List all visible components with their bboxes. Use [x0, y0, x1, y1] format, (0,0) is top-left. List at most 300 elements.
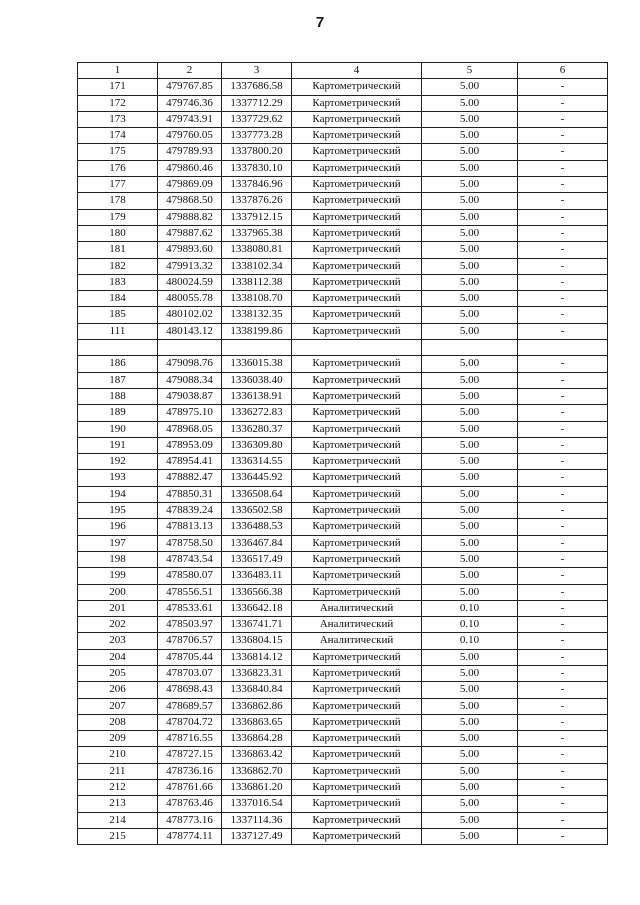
- table-row: [78, 503, 608, 519]
- accuracy-cell: 5.00: [422, 193, 518, 209]
- method-cell: Картометрический: [292, 291, 422, 307]
- y-coordinate-cell: 1336840.84: [222, 682, 292, 698]
- table-row: [78, 274, 608, 290]
- x-coordinate-cell: 478743.54: [158, 551, 222, 567]
- point-number-cell: 214: [78, 812, 158, 828]
- y-coordinate-cell: 1336467.84: [222, 535, 292, 551]
- note-cell: -: [518, 617, 608, 633]
- method-cell: Картометрический: [292, 405, 422, 421]
- method-cell: Картометрический: [292, 747, 422, 763]
- accuracy-cell: 5.00: [422, 372, 518, 388]
- point-number-cell: 192: [78, 454, 158, 470]
- accuracy-cell: 5.00: [422, 405, 518, 421]
- accuracy-cell: 5.00: [422, 177, 518, 193]
- accuracy-cell: 5.00: [422, 486, 518, 502]
- x-coordinate-cell: 478773.16: [158, 812, 222, 828]
- table-row: [78, 486, 608, 502]
- note-cell: -: [518, 437, 608, 453]
- note-cell: -: [518, 209, 608, 225]
- note-cell: -: [518, 372, 608, 388]
- y-coordinate-cell: 1336445.92: [222, 470, 292, 486]
- table-row: [78, 796, 608, 812]
- method-cell: Картометрический: [292, 731, 422, 747]
- table-row: [78, 649, 608, 665]
- note-cell: -: [518, 388, 608, 404]
- method-cell: Картометрический: [292, 323, 422, 339]
- column-header: 2: [158, 63, 222, 79]
- method-cell: Картометрический: [292, 780, 422, 796]
- point-number-cell: 184: [78, 291, 158, 307]
- point-number-cell: 174: [78, 128, 158, 144]
- x-coordinate-cell: 479038.87: [158, 388, 222, 404]
- method-cell: Картометрический: [292, 421, 422, 437]
- table-row: [78, 160, 608, 176]
- y-coordinate-cell: 1336566.38: [222, 584, 292, 600]
- accuracy-cell: 5.00: [422, 649, 518, 665]
- x-coordinate-cell: 478533.61: [158, 600, 222, 616]
- x-coordinate-cell: 479868.50: [158, 193, 222, 209]
- x-coordinate-cell: 478706.57: [158, 633, 222, 649]
- y-coordinate-cell: 1336015.38: [222, 356, 292, 372]
- table-row: [78, 665, 608, 681]
- table-row: [78, 209, 608, 225]
- accuracy-cell: 5.00: [422, 144, 518, 160]
- y-coordinate-cell: 1337830.10: [222, 160, 292, 176]
- method-cell: Аналитический: [292, 617, 422, 633]
- x-coordinate-cell: [158, 340, 222, 356]
- method-cell: Картометрический: [292, 225, 422, 241]
- column-header: 1: [78, 63, 158, 79]
- point-number-cell: 190: [78, 421, 158, 437]
- point-number-cell: 209: [78, 731, 158, 747]
- table-row: [78, 568, 608, 584]
- note-cell: -: [518, 242, 608, 258]
- method-cell: Картометрический: [292, 519, 422, 535]
- x-coordinate-cell: 478705.44: [158, 649, 222, 665]
- point-number-cell: 176: [78, 160, 158, 176]
- x-coordinate-cell: 479893.60: [158, 242, 222, 258]
- note-cell: -: [518, 682, 608, 698]
- point-number-cell: [78, 340, 158, 356]
- point-number-cell: 215: [78, 828, 158, 844]
- y-coordinate-cell: 1336823.31: [222, 665, 292, 681]
- table-row: [78, 340, 608, 356]
- note-cell: -: [518, 307, 608, 323]
- table-row: [78, 828, 608, 844]
- y-coordinate-cell: 1336863.42: [222, 747, 292, 763]
- accuracy-cell: 5.00: [422, 160, 518, 176]
- table-row: [78, 780, 608, 796]
- accuracy-cell: 5.00: [422, 780, 518, 796]
- y-coordinate-cell: 1336314.55: [222, 454, 292, 470]
- accuracy-cell: 5.00: [422, 274, 518, 290]
- point-number-cell: 189: [78, 405, 158, 421]
- column-header: 6: [518, 63, 608, 79]
- table-row: [78, 193, 608, 209]
- y-coordinate-cell: 1337965.38: [222, 225, 292, 241]
- note-cell: -: [518, 633, 608, 649]
- table-row: [78, 470, 608, 486]
- accuracy-cell: 5.00: [422, 79, 518, 95]
- table-row: [78, 812, 608, 828]
- table-row: [78, 323, 608, 339]
- x-coordinate-cell: 478689.57: [158, 698, 222, 714]
- point-number-cell: 172: [78, 95, 158, 111]
- method-cell: Картометрический: [292, 763, 422, 779]
- accuracy-cell: 5.00: [422, 258, 518, 274]
- accuracy-cell: 5.00: [422, 225, 518, 241]
- table-row: [78, 144, 608, 160]
- table-row: [78, 535, 608, 551]
- note-cell: -: [518, 258, 608, 274]
- method-cell: Картометрический: [292, 95, 422, 111]
- accuracy-cell: 5.00: [422, 568, 518, 584]
- y-coordinate-cell: 1337773.28: [222, 128, 292, 144]
- y-coordinate-cell: 1336862.86: [222, 698, 292, 714]
- method-cell: [292, 340, 422, 356]
- method-cell: Картометрический: [292, 551, 422, 567]
- table-row: [78, 356, 608, 372]
- accuracy-cell: 5.00: [422, 698, 518, 714]
- table-row: [78, 405, 608, 421]
- method-cell: Картометрический: [292, 144, 422, 160]
- method-cell: Картометрический: [292, 258, 422, 274]
- method-cell: Картометрический: [292, 242, 422, 258]
- x-coordinate-cell: 478954.41: [158, 454, 222, 470]
- method-cell: Картометрический: [292, 486, 422, 502]
- accuracy-cell: 5.00: [422, 291, 518, 307]
- y-coordinate-cell: 1336138.91: [222, 388, 292, 404]
- x-coordinate-cell: 479088.34: [158, 372, 222, 388]
- note-cell: -: [518, 828, 608, 844]
- note-cell: -: [518, 421, 608, 437]
- accuracy-cell: 5.00: [422, 437, 518, 453]
- accuracy-cell: 5.00: [422, 763, 518, 779]
- accuracy-cell: 5.00: [422, 519, 518, 535]
- x-coordinate-cell: 478850.31: [158, 486, 222, 502]
- accuracy-cell: [422, 340, 518, 356]
- table-row: [78, 242, 608, 258]
- method-cell: Картометрический: [292, 111, 422, 127]
- point-number-cell: 182: [78, 258, 158, 274]
- note-cell: -: [518, 79, 608, 95]
- point-number-cell: 212: [78, 780, 158, 796]
- x-coordinate-cell: 480055.78: [158, 291, 222, 307]
- note-cell: -: [518, 747, 608, 763]
- accuracy-cell: 5.00: [422, 421, 518, 437]
- point-number-cell: 183: [78, 274, 158, 290]
- method-cell: Картометрический: [292, 274, 422, 290]
- column-header: 5: [422, 63, 518, 79]
- accuracy-cell: 5.00: [422, 551, 518, 567]
- note-cell: -: [518, 111, 608, 127]
- y-coordinate-cell: 1338108.70: [222, 291, 292, 307]
- note-cell: -: [518, 225, 608, 241]
- y-coordinate-cell: 1337712.29: [222, 95, 292, 111]
- method-cell: Аналитический: [292, 600, 422, 616]
- table-row: [78, 519, 608, 535]
- x-coordinate-cell: 479887.62: [158, 225, 222, 241]
- method-cell: Картометрический: [292, 682, 422, 698]
- accuracy-cell: 5.00: [422, 796, 518, 812]
- y-coordinate-cell: 1336814.12: [222, 649, 292, 665]
- method-cell: Картометрический: [292, 193, 422, 209]
- x-coordinate-cell: 478953.09: [158, 437, 222, 453]
- point-number-cell: 207: [78, 698, 158, 714]
- y-coordinate-cell: 1336280.37: [222, 421, 292, 437]
- x-coordinate-cell: 478580.07: [158, 568, 222, 584]
- point-number-cell: 213: [78, 796, 158, 812]
- accuracy-cell: 0.10: [422, 600, 518, 616]
- y-coordinate-cell: 1336804.15: [222, 633, 292, 649]
- table-header-row: [78, 63, 608, 79]
- method-cell: Картометрический: [292, 568, 422, 584]
- x-coordinate-cell: 478968.05: [158, 421, 222, 437]
- y-coordinate-cell: 1336861.20: [222, 780, 292, 796]
- table-row: [78, 600, 608, 616]
- y-coordinate-cell: 1337846.96: [222, 177, 292, 193]
- note-cell: -: [518, 486, 608, 502]
- x-coordinate-cell: 479913.32: [158, 258, 222, 274]
- table-row: [78, 177, 608, 193]
- accuracy-cell: 5.00: [422, 242, 518, 258]
- table-row: [78, 584, 608, 600]
- table-row: [78, 633, 608, 649]
- y-coordinate-cell: 1336272.83: [222, 405, 292, 421]
- y-coordinate-cell: 1336741.71: [222, 617, 292, 633]
- accuracy-cell: 5.00: [422, 812, 518, 828]
- y-coordinate-cell: 1336862.70: [222, 763, 292, 779]
- method-cell: Картометрический: [292, 372, 422, 388]
- table-body: [78, 79, 608, 845]
- note-cell: -: [518, 160, 608, 176]
- method-cell: Картометрический: [292, 698, 422, 714]
- point-number-cell: 188: [78, 388, 158, 404]
- point-number-cell: 200: [78, 584, 158, 600]
- method-cell: Картометрический: [292, 128, 422, 144]
- method-cell: Картометрический: [292, 796, 422, 812]
- method-cell: Картометрический: [292, 437, 422, 453]
- table-row: [78, 551, 608, 567]
- point-number-cell: 187: [78, 372, 158, 388]
- accuracy-cell: 5.00: [422, 388, 518, 404]
- table-row: [78, 225, 608, 241]
- x-coordinate-cell: 478703.07: [158, 665, 222, 681]
- method-cell: Картометрический: [292, 177, 422, 193]
- note-cell: -: [518, 95, 608, 111]
- y-coordinate-cell: 1336502.58: [222, 503, 292, 519]
- point-number-cell: 181: [78, 242, 158, 258]
- accuracy-cell: 5.00: [422, 470, 518, 486]
- method-cell: Картометрический: [292, 665, 422, 681]
- point-number-cell: 210: [78, 747, 158, 763]
- table-row: [78, 79, 608, 95]
- y-coordinate-cell: 1336038.40: [222, 372, 292, 388]
- y-coordinate-cell: 1338112.38: [222, 274, 292, 290]
- x-coordinate-cell: 479860.46: [158, 160, 222, 176]
- y-coordinate-cell: 1336864.28: [222, 731, 292, 747]
- method-cell: Аналитический: [292, 633, 422, 649]
- y-coordinate-cell: 1337114.36: [222, 812, 292, 828]
- x-coordinate-cell: 479743.91: [158, 111, 222, 127]
- y-coordinate-cell: 1337800.20: [222, 144, 292, 160]
- x-coordinate-cell: 478704.72: [158, 714, 222, 730]
- x-coordinate-cell: 479760.05: [158, 128, 222, 144]
- method-cell: Картометрический: [292, 388, 422, 404]
- y-coordinate-cell: 1337729.62: [222, 111, 292, 127]
- table-row: [78, 454, 608, 470]
- y-coordinate-cell: [222, 340, 292, 356]
- y-coordinate-cell: 1336508.64: [222, 486, 292, 502]
- note-cell: -: [518, 356, 608, 372]
- table-row: [78, 714, 608, 730]
- note-cell: -: [518, 144, 608, 160]
- column-header: 4: [292, 63, 422, 79]
- point-number-cell: 211: [78, 763, 158, 779]
- point-number-cell: 175: [78, 144, 158, 160]
- note-cell: -: [518, 600, 608, 616]
- x-coordinate-cell: 478556.51: [158, 584, 222, 600]
- method-cell: Картометрический: [292, 356, 422, 372]
- point-number-cell: 173: [78, 111, 158, 127]
- accuracy-cell: 5.00: [422, 95, 518, 111]
- method-cell: Картометрический: [292, 503, 422, 519]
- x-coordinate-cell: 478698.43: [158, 682, 222, 698]
- y-coordinate-cell: 1336483.11: [222, 568, 292, 584]
- note-cell: -: [518, 649, 608, 665]
- note-cell: -: [518, 405, 608, 421]
- table-row: [78, 421, 608, 437]
- table-row: [78, 111, 608, 127]
- x-coordinate-cell: 478774.11: [158, 828, 222, 844]
- table-row: [78, 307, 608, 323]
- note-cell: -: [518, 665, 608, 681]
- table-row: [78, 747, 608, 763]
- table-row: [78, 128, 608, 144]
- point-number-cell: 180: [78, 225, 158, 241]
- point-number-cell: 202: [78, 617, 158, 633]
- x-coordinate-cell: 480143.12: [158, 323, 222, 339]
- page-number: 7: [315, 14, 325, 31]
- method-cell: Картометрический: [292, 454, 422, 470]
- x-coordinate-cell: 478503.97: [158, 617, 222, 633]
- x-coordinate-cell: 478882.47: [158, 470, 222, 486]
- y-coordinate-cell: 1338199.86: [222, 323, 292, 339]
- x-coordinate-cell: 478763.46: [158, 796, 222, 812]
- table-row: [78, 617, 608, 633]
- x-coordinate-cell: 479746.36: [158, 95, 222, 111]
- note-cell: -: [518, 519, 608, 535]
- accuracy-cell: 5.00: [422, 128, 518, 144]
- column-header: 3: [222, 63, 292, 79]
- note-cell: -: [518, 291, 608, 307]
- y-coordinate-cell: 1336309.80: [222, 437, 292, 453]
- point-number-cell: 199: [78, 568, 158, 584]
- point-number-cell: 111: [78, 323, 158, 339]
- method-cell: Картометрический: [292, 812, 422, 828]
- point-number-cell: 194: [78, 486, 158, 502]
- y-coordinate-cell: 1338080.81: [222, 242, 292, 258]
- table-row: [78, 763, 608, 779]
- note-cell: -: [518, 193, 608, 209]
- point-number-cell: 206: [78, 682, 158, 698]
- y-coordinate-cell: 1337127.49: [222, 828, 292, 844]
- accuracy-cell: 5.00: [422, 503, 518, 519]
- x-coordinate-cell: 478736.16: [158, 763, 222, 779]
- point-number-cell: 179: [78, 209, 158, 225]
- note-cell: -: [518, 584, 608, 600]
- accuracy-cell: 5.00: [422, 731, 518, 747]
- point-number-cell: 208: [78, 714, 158, 730]
- accuracy-cell: 5.00: [422, 111, 518, 127]
- table-row: [78, 698, 608, 714]
- point-number-cell: 197: [78, 535, 158, 551]
- point-number-cell: 198: [78, 551, 158, 567]
- table-row: [78, 372, 608, 388]
- note-cell: -: [518, 551, 608, 567]
- x-coordinate-cell: 480024.59: [158, 274, 222, 290]
- x-coordinate-cell: 478761.66: [158, 780, 222, 796]
- table-row: [78, 95, 608, 111]
- table-row: [78, 258, 608, 274]
- accuracy-cell: 5.00: [422, 665, 518, 681]
- accuracy-cell: 5.00: [422, 209, 518, 225]
- point-number-cell: 204: [78, 649, 158, 665]
- y-coordinate-cell: 1337686.58: [222, 79, 292, 95]
- note-cell: -: [518, 812, 608, 828]
- accuracy-cell: 5.00: [422, 454, 518, 470]
- x-coordinate-cell: 478716.55: [158, 731, 222, 747]
- coordinates-table: [77, 62, 608, 845]
- method-cell: Картометрический: [292, 160, 422, 176]
- note-cell: -: [518, 698, 608, 714]
- point-number-cell: 196: [78, 519, 158, 535]
- y-coordinate-cell: 1338102.34: [222, 258, 292, 274]
- method-cell: Картометрический: [292, 535, 422, 551]
- method-cell: Картометрический: [292, 584, 422, 600]
- y-coordinate-cell: 1337876.26: [222, 193, 292, 209]
- method-cell: Картометрический: [292, 470, 422, 486]
- note-cell: -: [518, 177, 608, 193]
- point-number-cell: 191: [78, 437, 158, 453]
- table-row: [78, 388, 608, 404]
- x-coordinate-cell: 478975.10: [158, 405, 222, 421]
- x-coordinate-cell: 479098.76: [158, 356, 222, 372]
- note-cell: -: [518, 454, 608, 470]
- point-number-cell: 203: [78, 633, 158, 649]
- accuracy-cell: 5.00: [422, 307, 518, 323]
- point-number-cell: 186: [78, 356, 158, 372]
- point-number-cell: 178: [78, 193, 158, 209]
- y-coordinate-cell: 1337016.54: [222, 796, 292, 812]
- accuracy-cell: 5.00: [422, 535, 518, 551]
- table-row: [78, 682, 608, 698]
- method-cell: Картометрический: [292, 209, 422, 225]
- note-cell: -: [518, 568, 608, 584]
- note-cell: -: [518, 128, 608, 144]
- accuracy-cell: 5.00: [422, 828, 518, 844]
- x-coordinate-cell: 478727.15: [158, 747, 222, 763]
- note-cell: -: [518, 470, 608, 486]
- x-coordinate-cell: 479869.09: [158, 177, 222, 193]
- method-cell: Картометрический: [292, 649, 422, 665]
- note-cell: -: [518, 323, 608, 339]
- x-coordinate-cell: 479888.82: [158, 209, 222, 225]
- table-row: [78, 731, 608, 747]
- note-cell: -: [518, 274, 608, 290]
- x-coordinate-cell: 478813.13: [158, 519, 222, 535]
- point-number-cell: 195: [78, 503, 158, 519]
